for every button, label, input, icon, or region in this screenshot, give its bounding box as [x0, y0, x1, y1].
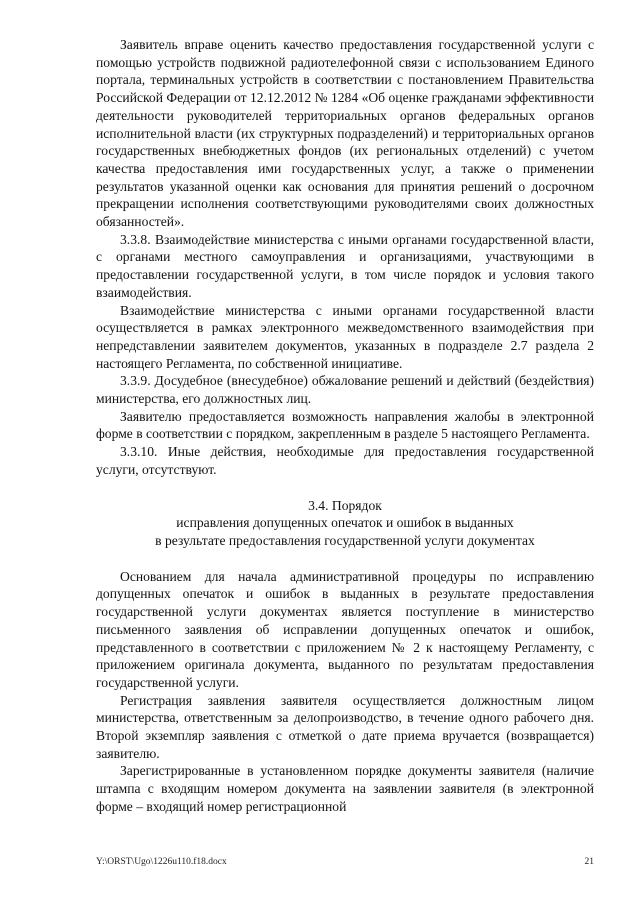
section-heading-line2: исправления допущенных опечаток и ошибок в выданных — [176, 515, 514, 531]
footer-page-number: 21 — [584, 857, 594, 867]
paragraph-3-3-9: 3.3.9. Досудебное (внесудебное) обжалование решений и действий (бездействия) министерства, его должностных лиц. — [96, 373, 594, 407]
paragraph-3-3-8: 3.3.8. Взаимодействие министерства с иными органами государственной власти, с органами местного самоуправления и организациями, участвующими в предоставлении государственной услуги, в том числе порядок и условия такого взаимодействия. — [96, 231, 594, 300]
paragraph-registered-docs: Зарегистрированные в установленном порядке документы заявителя (наличие штампа с входящим номером документа на заявлении заявителя (в электронной форме – входящий номер регистрационной — [96, 763, 594, 814]
paragraph-complaint: Заявителю предоставляется возможность направления жалобы в электронной форме в соответствии с порядком, закрепленным в разделе 5 настоящего Регламента. — [96, 408, 594, 442]
section-heading-line3: в результате предоставления государственной услуги документах — [155, 532, 535, 548]
paragraph-grounds: Основанием для начала административной процедуры по исправлению допущенных опечаток и ошибок в выданных в результате предоставления государственной услуги документах является поступление в министерство письменного заявления об исправлении допущенных опечаток и ошибок, представленного в соответствии с приложением № 2 к настоящему Регламенту, с приложением оригинала документа, выданного по результатам предоставления государственной услуги. — [96, 568, 594, 690]
paragraph-registration: Регистрация заявления заявителя осуществляется должностным лицом министерства, ответственным за делопроизводство, в течение одного рабочего дня. Второй экземпляр заявления с отметкой о дате приема вручается (возвращается) заявителю. — [96, 692, 594, 761]
section-heading — [96, 497, 594, 550]
paragraph-interagency: Взаимодействие министерства с иными органами государственной власти осуществляется в рамках электронного межведомственного взаимодействия при непредставлении заявителем документов, указанных в подразделе 2.7 раздела 2 настоящего Регламента, по собственной инициативе. — [96, 302, 594, 371]
paragraph-3-3-10: 3.3.10. Иные действия, необходимые для предоставления государственной услуги, отсутствуют. — [96, 444, 594, 477]
footer-file-path: Y:\ORST\Ugo\1226u110.f18.docx — [96, 857, 227, 867]
document-body — [96, 36, 594, 816]
paragraph-portal-assessment: Заявитель вправе оценить качество предоставления государственной услуги с помощью устройств подвижной радиотелефонной связи с использованием Единого портала, терминальных устройств в соответствии с постановлением Правительства Российской Федерации от 12.12.2012 № 1284 «Об оценке гражданами эффективности деятельности руководителей территориальных органов федеральных органов исполнительной власти (их структурных подразделений) и территориальных органов государственных внебюджетных фондов (их региональных отделений) с учетом качества предоставления ими государственных услуг, а также о применении результатов указанной оценки как основания для принятия решений о досрочном прекращении исполнения соответствующими руководителями своих должностных обязанностей». — [96, 37, 594, 230]
section-heading-line1: 3.4. Порядок — [308, 497, 382, 513]
